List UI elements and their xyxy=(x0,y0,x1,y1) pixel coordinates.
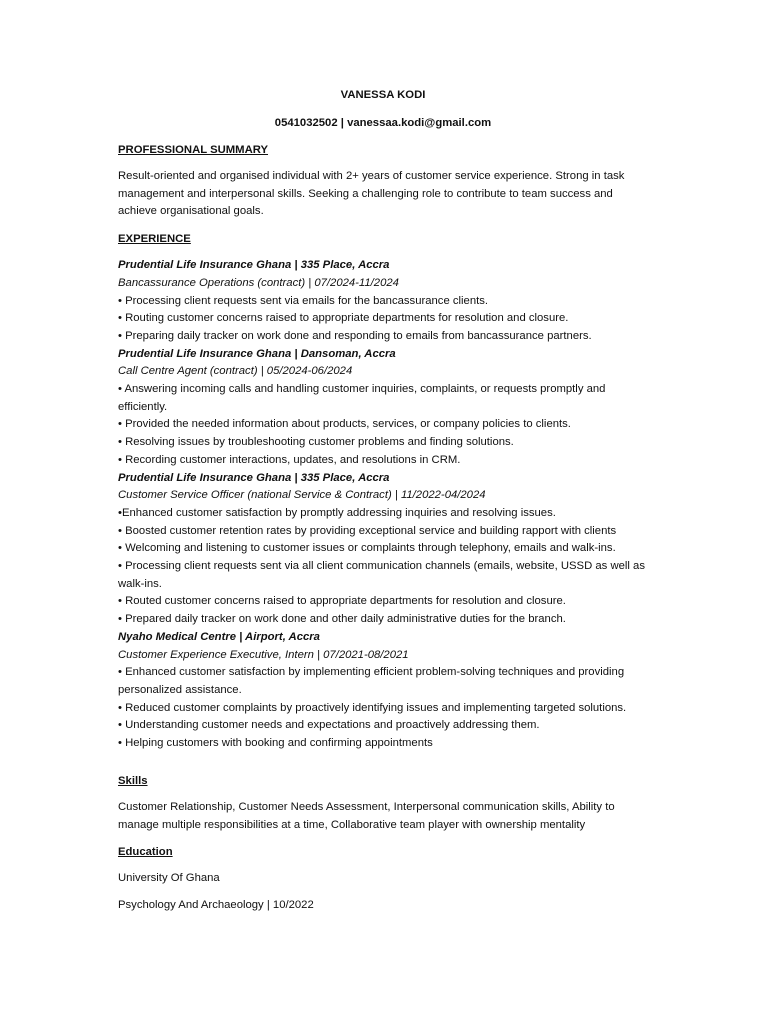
contact-line: 0541032502 | vanessaa.kodi@gmail.com xyxy=(274,117,492,129)
job-employer: Prudential Life Insurance Ghana | Dansoman, Accra xyxy=(118,347,396,360)
job-entry-3 xyxy=(118,470,654,629)
job-bullet: • Enhanced customer satisfaction by implementing efficient problem-solving techniques and providing personalized assistance. xyxy=(118,666,625,696)
job-bullet: • Boosted customer retention rates by providing exceptional service and building rapport with clients xyxy=(118,524,617,537)
skills-text: Customer Relationship, Customer Needs Assessment, Interpersonal communication skills, Ability to manage multiple responsibilities at a time, Collaborative team player with ownership mentality xyxy=(118,800,615,831)
job-entry-1 xyxy=(118,257,654,346)
education-program: Psychology And Archaeology | 10/2022 xyxy=(118,898,314,911)
job-bullet: •Enhanced customer satisfaction by promptly addressing inquiries and resolving issues. xyxy=(118,506,556,519)
job-bullet: • Provided the needed information about products, services, or company policies to clients. xyxy=(118,418,571,431)
job-bullet: • Resolving issues by troubleshooting customer problems and finding solutions. xyxy=(118,436,514,449)
job-bullet: • Processing client requests sent via all client communication channels (emails, website, USSD as well as walk-ins. xyxy=(118,560,645,590)
job-bullet: • Recording customer interactions, updates, and resolutions in CRM. xyxy=(118,453,461,466)
job-role: Call Centre Agent (contract) | 05/2024-06/2024 xyxy=(118,365,353,378)
job-bullet: • Reduced customer complaints by proactively identifying issues and implementing targeted solutions. xyxy=(118,701,627,714)
professional-summary-heading: PROFESSIONAL SUMMARY xyxy=(118,144,269,156)
job-employer: Prudential Life Insurance Ghana | 335 Place, Accra xyxy=(118,471,390,484)
job-bullet: • Processing client requests sent via emails for the bancassurance clients. xyxy=(118,294,489,307)
resume-content xyxy=(118,86,654,915)
education-heading: Education xyxy=(118,846,173,859)
job-bullet: • Answering incoming calls and handling customer inquiries, complaints, or requests promptly and efficiently. xyxy=(118,383,606,413)
professional-summary-text: Result-oriented and organised individual with 2+ years of customer service experience. Strong in task management and interpersonal skills. Seeking a challenging role to contribute to team success and achieve organisational goals. xyxy=(118,170,625,218)
job-bullet: • Helping customers with booking and confirming appointments xyxy=(118,737,433,750)
job-employer: Nyaho Medical Centre | Airport, Accra xyxy=(118,630,320,643)
job-bullet: • Welcoming and listening to customer issues or complaints through telephony, emails and walk-ins. xyxy=(118,542,616,555)
candidate-name: VANESSA KODI xyxy=(340,89,426,101)
job-employer: Prudential Life Insurance Ghana | 335 Place, Accra xyxy=(118,259,390,272)
job-bullet: • Preparing daily tracker on work done and responding to emails from bancassurance partners. xyxy=(118,329,592,342)
job-bullet: • Understanding customer needs and expectations and proactively addressing them. xyxy=(118,719,540,732)
job-entry-4 xyxy=(118,629,654,753)
job-role: Bancassurance Operations (contract) | 07/2024-11/2024 xyxy=(118,276,399,289)
job-role: Customer Service Officer (national Service & Contract) | 11/2022-04/2024 xyxy=(118,489,486,502)
education-school: University Of Ghana xyxy=(118,872,220,885)
job-bullet: • Prepared daily tracker on work done and other daily administrative duties for the branch. xyxy=(118,613,566,626)
job-role: Customer Experience Executive, Intern | 07/2021-08/2021 xyxy=(118,648,409,661)
job-bullet: • Routed customer concerns raised to appropriate departments for resolution and closure. xyxy=(118,595,566,608)
job-entry-2 xyxy=(118,346,654,470)
job-bullet: • Routing customer concerns raised to appropriate departments for resolution and closure. xyxy=(118,312,569,325)
experience-heading: EXPERIENCE xyxy=(118,233,191,246)
skills-heading: Skills xyxy=(118,774,148,787)
experience-section xyxy=(118,257,654,753)
